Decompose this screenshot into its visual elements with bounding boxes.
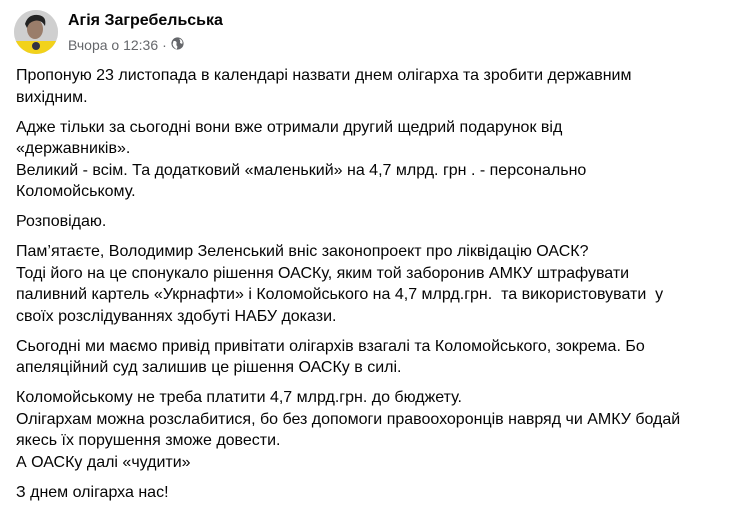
post-text-line: Сьогодні ми маємо привід привітати олігархів взагалі та Коломойського, зокрема. Бо <box>16 337 645 355</box>
post-text-line: Тоді його на це спонукало рішення ОАСКу, яким той заборонив АМКУ штрафувати <box>16 264 630 282</box>
post-paragraph <box>16 387 731 473</box>
post-text-line: вихідним. <box>16 88 88 106</box>
author-name[interactable]: Агія Загребельська <box>68 12 223 29</box>
meta-separator: · <box>162 37 167 53</box>
author-avatar[interactable] <box>14 10 58 54</box>
post-text-line: Великий - всім. Та додатковий «маленький» на 4,7 млрд. грн . - персонально <box>16 161 587 179</box>
post-text-line: апеляційний суд залишив це рішення ОАСКу в силі. <box>16 359 402 376</box>
post-paragraph <box>16 336 731 379</box>
post-text-line: Коломойському не треба платити 4,7 млрд.грн. до бюджету. <box>16 389 462 406</box>
post-text-line: Пропоную 23 листопада в календарі назвати днем олігарха та зробити державним <box>16 67 632 84</box>
post-timestamp[interactable]: Вчора о 12:36 <box>68 37 159 53</box>
post-text-line: своїх розслідуваннях здобуті НАБУ докази. <box>16 307 337 325</box>
post-text-line: якесь їх порушення зможе довести. <box>16 432 281 449</box>
post-text-line: Розповідаю. <box>16 213 107 230</box>
post-text-line: А ОАСКу далі «чудити» <box>16 453 191 471</box>
globe-icon[interactable] <box>171 37 184 53</box>
post-text-line: З днем олігарха нас! <box>16 483 169 501</box>
post-text-line: Адже тільки за сьогодні вони вже отримали другий щедрий подарунок від <box>16 118 563 136</box>
post-paragraph <box>16 211 731 233</box>
post-text-line: Олігархам можна розслабитися, бо без допомоги правоохоронців навряд чи АМКУ бодай <box>16 410 681 428</box>
post-paragraph <box>16 241 731 327</box>
post-text <box>16 65 731 512</box>
post-meta <box>68 37 184 53</box>
post-text-line: паливний картель «Укрнафти» і Коломойського на 4,7 млрд.грн. та використовувати у <box>16 286 664 303</box>
post-paragraph <box>16 117 731 203</box>
post-paragraph <box>16 65 731 108</box>
post-text-line: Пам’ятаєте, Володимир Зеленський вніс законопроект про ліквідацію ОАСК? <box>16 243 589 260</box>
post-text-line: «державників». <box>16 140 131 157</box>
post-paragraph <box>16 482 731 504</box>
post-text-line: Коломойському. <box>16 183 136 200</box>
